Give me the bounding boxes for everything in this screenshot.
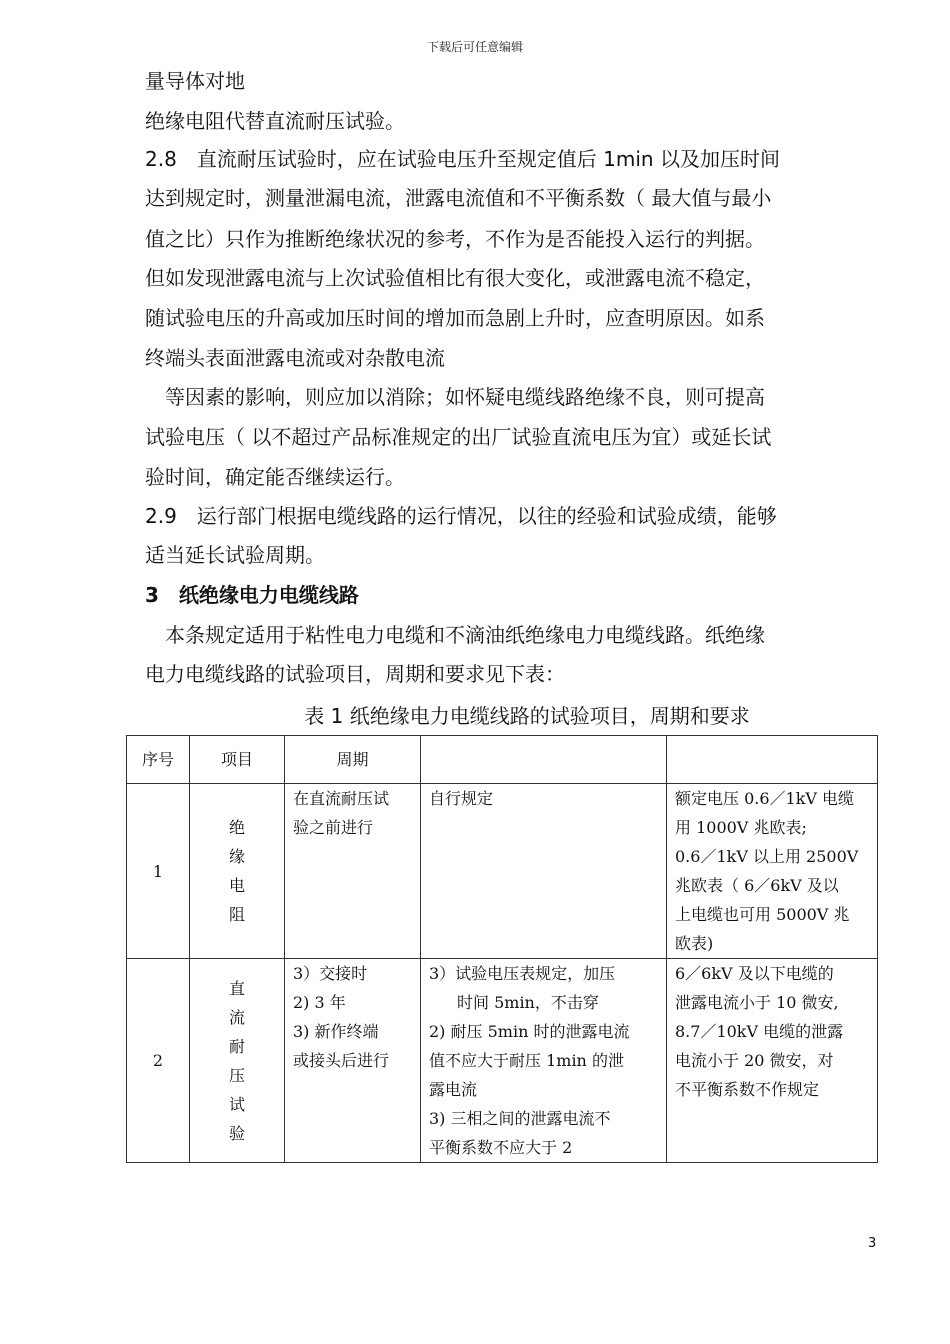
requirement-line: 露电流 xyxy=(429,1080,478,1099)
paragraph-line: 电力电缆线路的试验项目，周期和要求见下表： xyxy=(145,662,565,686)
note-line: 泄露电流小于 10 微安, xyxy=(675,993,839,1012)
row-item-name: 直流耐压试验 xyxy=(228,978,245,1143)
paragraph-line: 值之比）只作为推断绝缘状况的参考，不作为是否能投入运行的判据。 xyxy=(145,227,765,251)
row-item-name: 绝缘电阻 xyxy=(228,818,245,924)
period-line: 3) 新作终端 xyxy=(293,1022,379,1041)
paragraph-line: 终端头表面泄露电流或对杂散电流 xyxy=(145,346,445,370)
row-note xyxy=(667,959,878,1163)
row-note xyxy=(667,784,878,959)
header-cell-requirement xyxy=(421,736,667,784)
paragraph-line: 2.8 直流耐压试验时，应在试验电压升至规定值后 1min 以及加压时间 xyxy=(145,147,780,171)
header-cell-note xyxy=(667,736,878,784)
paragraph-line: 量导体对地 xyxy=(145,69,245,93)
note-line: 8.7／10kV 电缆的泄露 xyxy=(675,1022,844,1041)
header-cell-item: 项目 xyxy=(190,736,285,784)
period-line: 验之前进行 xyxy=(293,818,374,837)
header-cell-period: 周期 xyxy=(285,736,421,784)
row-number: 2 xyxy=(127,959,190,1163)
paragraph-line: 2.9 运行部门根据电缆线路的运行情况，以往的经验和试验成绩，能够 xyxy=(145,504,777,528)
header-cell-number: 序号 xyxy=(127,736,190,784)
period-line: 在直流耐压试 xyxy=(293,789,390,808)
row-requirement xyxy=(421,784,667,959)
note-line: 6／6kV 及以下电缆的 xyxy=(675,964,834,983)
paragraph-line: 但如发现泄露电流与上次试验值相比有很大变化，或泄露电流不稳定， xyxy=(145,266,765,290)
requirement-line: 值不应大于耐压 1min 的泄 xyxy=(429,1051,624,1070)
row-period xyxy=(285,959,421,1163)
section-heading: 3 纸绝缘电力电缆线路 xyxy=(145,583,359,607)
paragraph-line: 等因素的影响，则应加以消除；如怀疑电缆线路绝缘不良，则可提高 xyxy=(145,385,765,409)
period-line: 或接头后进行 xyxy=(293,1051,390,1070)
note-line: 不平衡系数不作规定 xyxy=(675,1080,820,1099)
table-caption: 表 1 纸绝缘电力电缆线路的试验项目，周期和要求 xyxy=(304,704,750,728)
row-requirement xyxy=(421,959,667,1163)
note-line: 上电缆也可用 5000V 兆 xyxy=(675,905,850,924)
requirement-line: 2) 耐压 5min 时的泄露电流 xyxy=(429,1022,630,1041)
row-number: 1 xyxy=(127,784,190,959)
requirement-line: 平衡系数不应大于 2 xyxy=(429,1138,573,1157)
table-row xyxy=(127,784,878,959)
table-row xyxy=(127,959,878,1163)
note-line: 电流小于 20 微安，对 xyxy=(675,1051,834,1070)
note-line: 欧表) xyxy=(675,934,714,953)
table-header-row xyxy=(127,736,878,784)
note-line: 用 1000V 兆欧表; xyxy=(675,818,807,837)
paragraph-line: 随试验电压的升高或加压时间的增加而急剧上升时，应查明原因。如系 xyxy=(145,306,765,330)
paragraph-line: 试验电压（ 以不超过产品标准规定的出厂试验直流电压为宜）或延长试 xyxy=(145,425,772,449)
requirement-line: 3）试验电压表规定，加压 xyxy=(429,964,616,983)
note-line: 兆欧表（ 6／6kV 及以 xyxy=(675,876,839,895)
page-number: 3 xyxy=(868,1236,877,1251)
paragraph-line: 适当延长试验周期。 xyxy=(145,543,325,567)
page-header: 下载后可任意编辑 xyxy=(426,40,523,54)
period-line: 3）交接时 xyxy=(293,964,368,983)
paragraph-line: 本条规定适用于粘性电力电缆和不滴油纸绝缘电力电缆线路。纸绝缘 xyxy=(145,623,765,647)
test-items-table xyxy=(126,735,878,1163)
paragraph-line: 绝缘电阻代替直流耐压试验。 xyxy=(145,109,405,133)
period-line: 2) 3 年 xyxy=(293,993,346,1012)
requirement-line: 自行规定 xyxy=(429,789,494,808)
requirement-line: 3) 三相之间的泄露电流不 xyxy=(429,1109,611,1128)
row-period xyxy=(285,784,421,959)
paragraph-line: 验时间，确定能否继续运行。 xyxy=(145,465,405,489)
paragraph-line: 达到规定时，测量泄漏电流，泄露电流值和不平衡系数（ 最大值与最小 xyxy=(145,186,772,210)
requirement-line: 时间 5min，不击穿 xyxy=(457,993,599,1012)
note-line: 0.6／1kV 以上用 2500V xyxy=(675,847,859,866)
note-line: 额定电压 0.6／1kV 电缆 xyxy=(675,789,855,808)
